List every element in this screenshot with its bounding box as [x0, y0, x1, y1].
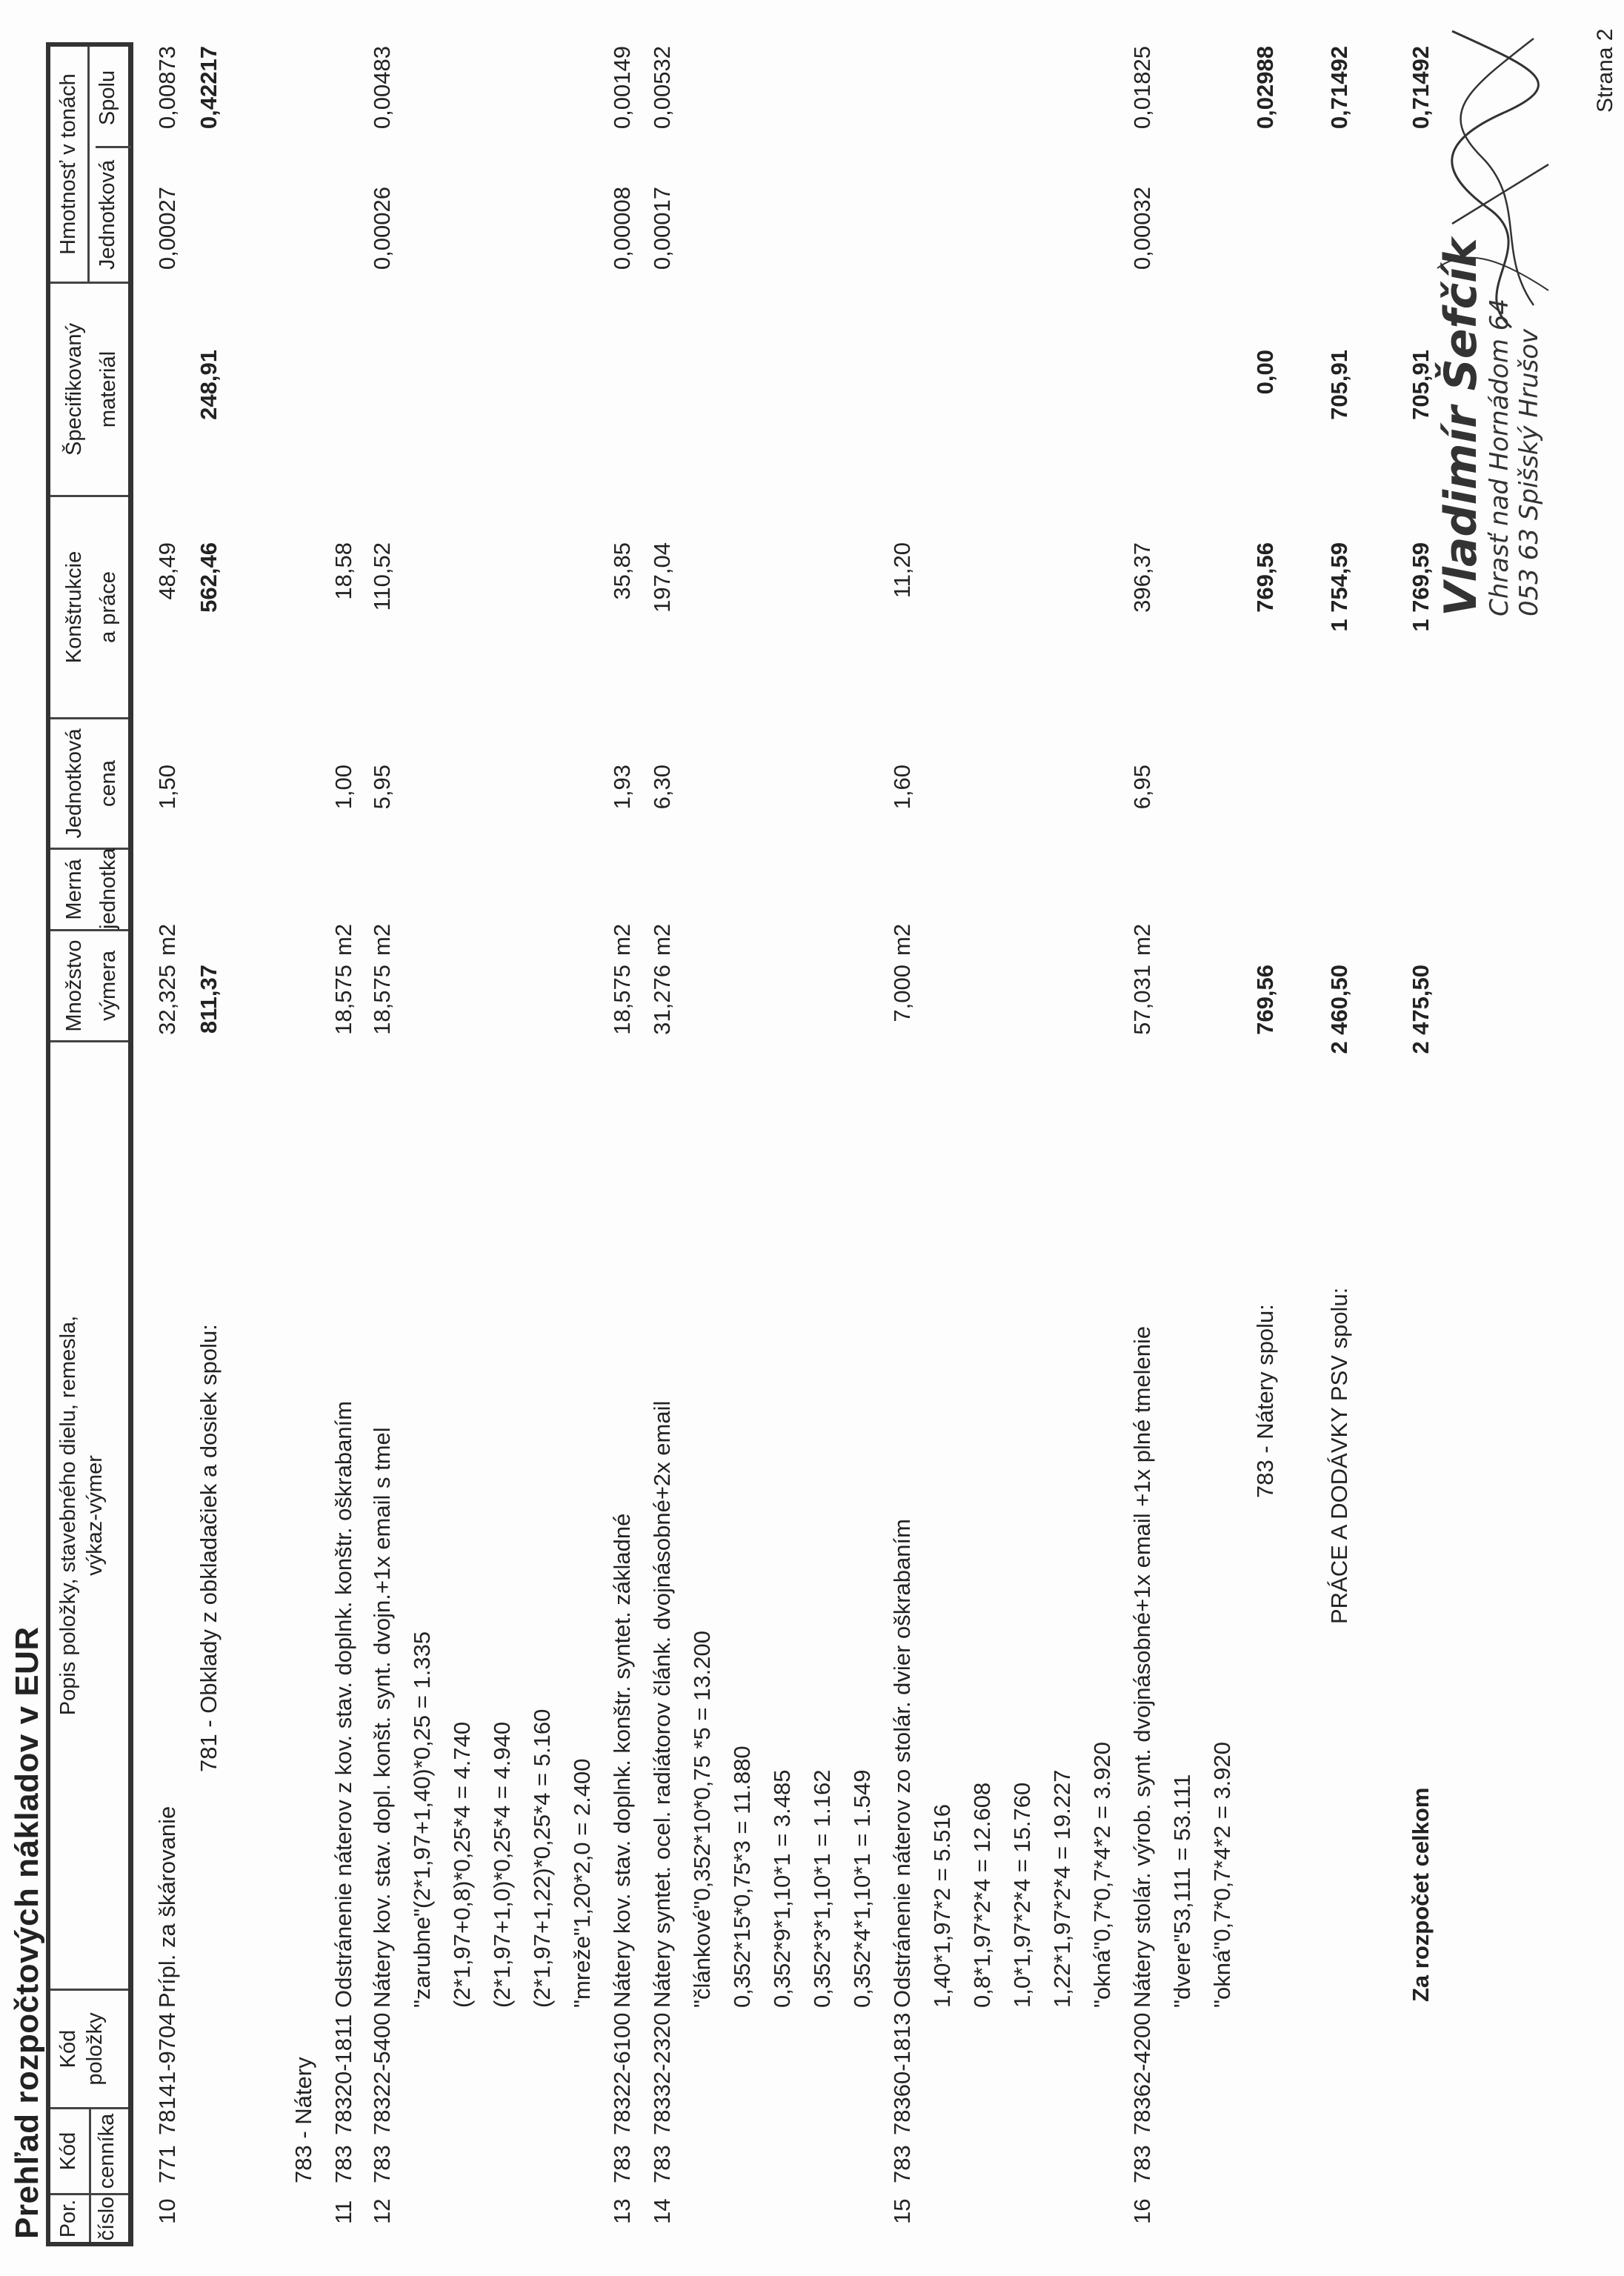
row-mnozstvo: 57,031: [1129, 965, 1155, 1035]
header-konst-line1: Konštrukcie: [62, 550, 86, 664]
vymer-line: 0,352*3*1,10*1 = 1.162: [809, 1769, 835, 2008]
subtotal-781-mnozstvo: 811,37: [196, 965, 222, 1034]
header-merna-jednotka: [50, 848, 128, 929]
row-jc: 1,93: [609, 765, 635, 810]
page-number: Strana 2: [1593, 28, 1617, 113]
row-kod: 78322-5400: [369, 2012, 395, 2135]
vymer-line: 0,8*1,97*2*4 = 12.608: [969, 1782, 995, 2008]
header-kod-polozky-label: Kód položky: [56, 2012, 107, 2086]
header-spec-line2: materiál: [96, 350, 120, 428]
vymer-line: (2*1,97+1,22)*0,25*4 = 5.160: [529, 1708, 555, 2008]
row-popis: Prípl. za škárovanie: [154, 1806, 180, 2008]
row-popis: Nátery kov. stav. doplnk. konštr. syntet. základné: [609, 1513, 635, 2008]
row-konst: 197,04: [649, 542, 675, 613]
header-por: [50, 2193, 128, 2242]
row-jc: 6,95: [1129, 765, 1155, 810]
vymer-line: (2*1,97+0,8)*0,25*4 = 4.740: [449, 1721, 475, 2008]
header-divider: [89, 2109, 91, 2193]
subtotal-psv-hmot-s: 0,71492: [1326, 46, 1352, 130]
row-kod: 78141-9704: [154, 2012, 180, 2135]
row-hmot-j: 0,00032: [1129, 187, 1155, 270]
row-kod: 78332-2320: [649, 2012, 675, 2135]
row-por: 16: [1129, 2198, 1155, 2224]
row-mj: m2: [330, 923, 356, 956]
total-mnozstvo: 2 475,50: [1408, 965, 1434, 1054]
table-header: [46, 42, 133, 2246]
subtotal-psv-konst: 1 754,59: [1326, 542, 1352, 632]
row-por: 15: [889, 2198, 915, 2224]
header-mnozstvo-line1: Množstvo: [62, 939, 86, 1032]
row-mj: m2: [609, 923, 635, 956]
subtotal-psv-label: PRÁCE A DODÁVKY PSV spolu:: [1326, 1287, 1352, 1624]
vymer-line: 0,352*4*1,10*1 = 1.549: [849, 1769, 875, 2008]
handwritten-signature: [1422, 24, 1556, 335]
vymer-line: 1,40*1,97*2 = 5.516: [929, 1804, 955, 2008]
vymer-line: "zarubne"(2*1,97+1,40)*0,25 = 1.335: [409, 1631, 435, 2008]
vymer-line: 1,0*1,97*2*4 = 15.760: [1009, 1782, 1035, 2008]
header-hmot-spolu: [96, 50, 120, 146]
subtotal-783-hmot-s: 0,02988: [1252, 46, 1278, 130]
vymer-line: "okná"0,7*0,7*4*2 = 3.920: [1209, 1742, 1235, 2008]
vymer-line: "článkové"0,352*10*0,75 *5 = 13.200: [689, 1631, 715, 2008]
row-popis: Odstránenie náterov zo stolár. dvier oškrabaním: [889, 1519, 915, 2008]
row-mnozstvo: 18,575: [369, 965, 395, 1035]
row-jc: 1,50: [154, 765, 180, 810]
row-konst: 11,20: [889, 542, 915, 599]
header-kod-label: Kód: [56, 2132, 80, 2171]
subtotal-783-mnozstvo: 769,56: [1252, 965, 1278, 1035]
header-spec-line1: Špecifikovaný: [62, 323, 86, 456]
row-mnozstvo: 7,000: [889, 965, 915, 1022]
row-mnozstvo: 32,325: [154, 965, 180, 1035]
header-specifikovany: [50, 282, 128, 495]
row-mj: m2: [154, 923, 180, 956]
header-hmot-jednotkova: [96, 146, 131, 282]
row-jc: 1,60: [889, 765, 915, 810]
row-kod: 78320-1811: [330, 2014, 356, 2135]
header-popis-line1: Popis položky, stavebného dielu, remesla,: [56, 1315, 80, 1716]
row-cennik: 783: [1129, 2145, 1155, 2183]
row-hmot-j: 0,00008: [609, 187, 635, 270]
row-hmot-s: 0,00149: [609, 46, 635, 130]
row-popis: Nátery kov. stav. dopl. konšt. synt. dvojn.+1x email s tmel: [369, 1427, 395, 2008]
vymer-line: 1,22*1,97*2*4 = 19.227: [1049, 1769, 1075, 2008]
header-por-label: Por.: [56, 2199, 80, 2238]
row-hmot-j: 0,00017: [649, 187, 675, 270]
row-hmot-s: 0,00483: [369, 46, 395, 130]
header-hmot-j-label: Jednotková: [96, 159, 119, 270]
header-kod-cennika: [50, 2107, 128, 2193]
row-hmot-j: 0,00027: [154, 187, 180, 270]
row-kod: 78322-6100: [609, 2012, 635, 2135]
row-mj: m2: [1129, 923, 1155, 956]
vymer-line: "mreže"1,20*2,0 = 2.400: [569, 1758, 595, 2008]
row-por: 14: [649, 2198, 675, 2224]
header-hmotnost: [50, 47, 128, 282]
subtotal-781-spec: 248,91: [196, 350, 222, 420]
header-popis-line2: výkaz-výmer: [83, 1455, 107, 1576]
header-konstrukcie: [50, 495, 128, 717]
row-popis: Nátery stolár. výrob. synt. dvojnásobné+1x email +1x plné tmelenie: [1129, 1325, 1155, 2008]
row-hmot-j: 0,00026: [369, 187, 395, 270]
row-jc: 6,30: [649, 765, 675, 810]
row-mj: m2: [649, 923, 675, 956]
section-title: 783 - Nátery: [290, 2057, 316, 2183]
row-konst: 396,37: [1129, 542, 1155, 613]
header-cislo-label: číslo: [95, 2196, 119, 2241]
header-jedn-line1: Jednotková: [62, 728, 86, 839]
row-por: 11: [330, 2200, 356, 2224]
total-label: Za rozpočet celkom: [1408, 1787, 1434, 2002]
subtotal-783-label: 783 - Nátery spolu:: [1252, 1304, 1278, 1498]
row-mnozstvo: 31,276: [649, 965, 675, 1035]
stamp-address-line1: Chrasť nad Hornádom 64: [1485, 298, 1514, 616]
row-cennik: 783: [369, 2145, 395, 2183]
row-hmot-s: 0,00873: [154, 46, 180, 130]
row-cennik: 783: [330, 2145, 356, 2183]
row-por: 10: [154, 2198, 180, 2224]
row-konst: 110,52: [369, 542, 395, 611]
header-kod-polozky: [50, 1989, 128, 2107]
total-konst: 1 769,59: [1408, 542, 1434, 632]
row-hmot-s: 0,00532: [649, 46, 675, 130]
row-hmot-s: 0,01825: [1129, 46, 1155, 130]
row-cennik: 783: [649, 2145, 675, 2183]
header-popis: [50, 1040, 128, 1989]
header-merna-line1: Merná: [62, 859, 86, 920]
row-mj: m2: [369, 923, 395, 956]
header-hmot-label: Hmotnosť v tonách: [56, 73, 80, 255]
row-cennik: 771: [154, 2145, 180, 2183]
header-konst-line2: a práce: [96, 571, 120, 643]
subtotal-psv-spec: 705,91: [1326, 350, 1352, 420]
row-kod: 78362-4200: [1129, 2012, 1155, 2135]
header-merna-line2: jednotka: [96, 848, 120, 929]
subtotal-781-konst: 562,46: [196, 542, 222, 613]
row-por: 13: [609, 2198, 635, 2224]
subtotal-psv-mnozstvo: 2 460,50: [1326, 965, 1352, 1054]
header-mnozstvo-line2: výmera: [96, 950, 120, 1022]
total-hmot-s: 0,71492: [1408, 46, 1434, 130]
row-konst: 48,49: [154, 542, 180, 600]
vymer-line: "dvere"53,111 = 53.111: [1169, 1774, 1195, 2008]
header-hmot-s-label: Spolu: [96, 70, 119, 126]
vymer-line: 0,352*9*1,10*1 = 3.485: [769, 1769, 795, 2008]
stamp-name: Vladimír Šefčík: [1435, 238, 1487, 616]
row-cennik: 783: [609, 2145, 635, 2183]
header-jedn-line2: cena: [96, 760, 120, 807]
row-konst: 35,85: [609, 542, 635, 600]
stamp-address-line2: 053 63 Spišský Hrušov: [1514, 328, 1544, 616]
row-popis: Odstránenie náterov z kov. stav. doplnk. konštr. oškrabaním: [330, 1400, 356, 2008]
document-title: Prehľad rozpočtových nákladov v EUR: [9, 1626, 45, 2239]
total-spec: 705,91: [1408, 350, 1434, 420]
vymer-line: (2*1,97+1,0)*0,25*4 = 4.940: [489, 1721, 515, 2008]
subtotal-781-label: 781 - Obklady z obkladačiek a dosiek spolu:: [196, 1324, 222, 1772]
header-cennika-label: cenníka: [95, 2113, 119, 2189]
row-konst: 18,58: [330, 542, 356, 600]
row-kod: 78360-1813: [889, 2012, 915, 2135]
row-mnozstvo: 18,575: [609, 965, 635, 1035]
row-mj: m2: [889, 923, 915, 956]
header-hmot-sub: [87, 47, 131, 282]
row-jc: 1,00: [330, 765, 356, 810]
subtotal-783-spec: 0,00: [1252, 350, 1278, 395]
row-mnozstvo: 18,575: [330, 965, 356, 1035]
header-jednotkova-cena: [50, 717, 128, 848]
row-popis: Nátery syntet. ocel. radiátorov článk. dvojnásobné+2x email: [649, 1400, 675, 2008]
subtotal-783-konst: 769,56: [1252, 542, 1278, 613]
header-divider: [89, 2195, 91, 2242]
subtotal-781-hmot-s: 0,42217: [196, 46, 222, 130]
vymer-line: "okná"0,7*0,7*4*2 = 3.920: [1089, 1742, 1115, 2008]
row-cennik: 783: [889, 2145, 915, 2183]
header-mnozstvo: [50, 929, 128, 1040]
row-por: 12: [369, 2198, 395, 2224]
vymer-line: 0,352*15*0,75*3 = 11.880: [729, 1746, 755, 2008]
row-jc: 5,95: [369, 765, 395, 810]
